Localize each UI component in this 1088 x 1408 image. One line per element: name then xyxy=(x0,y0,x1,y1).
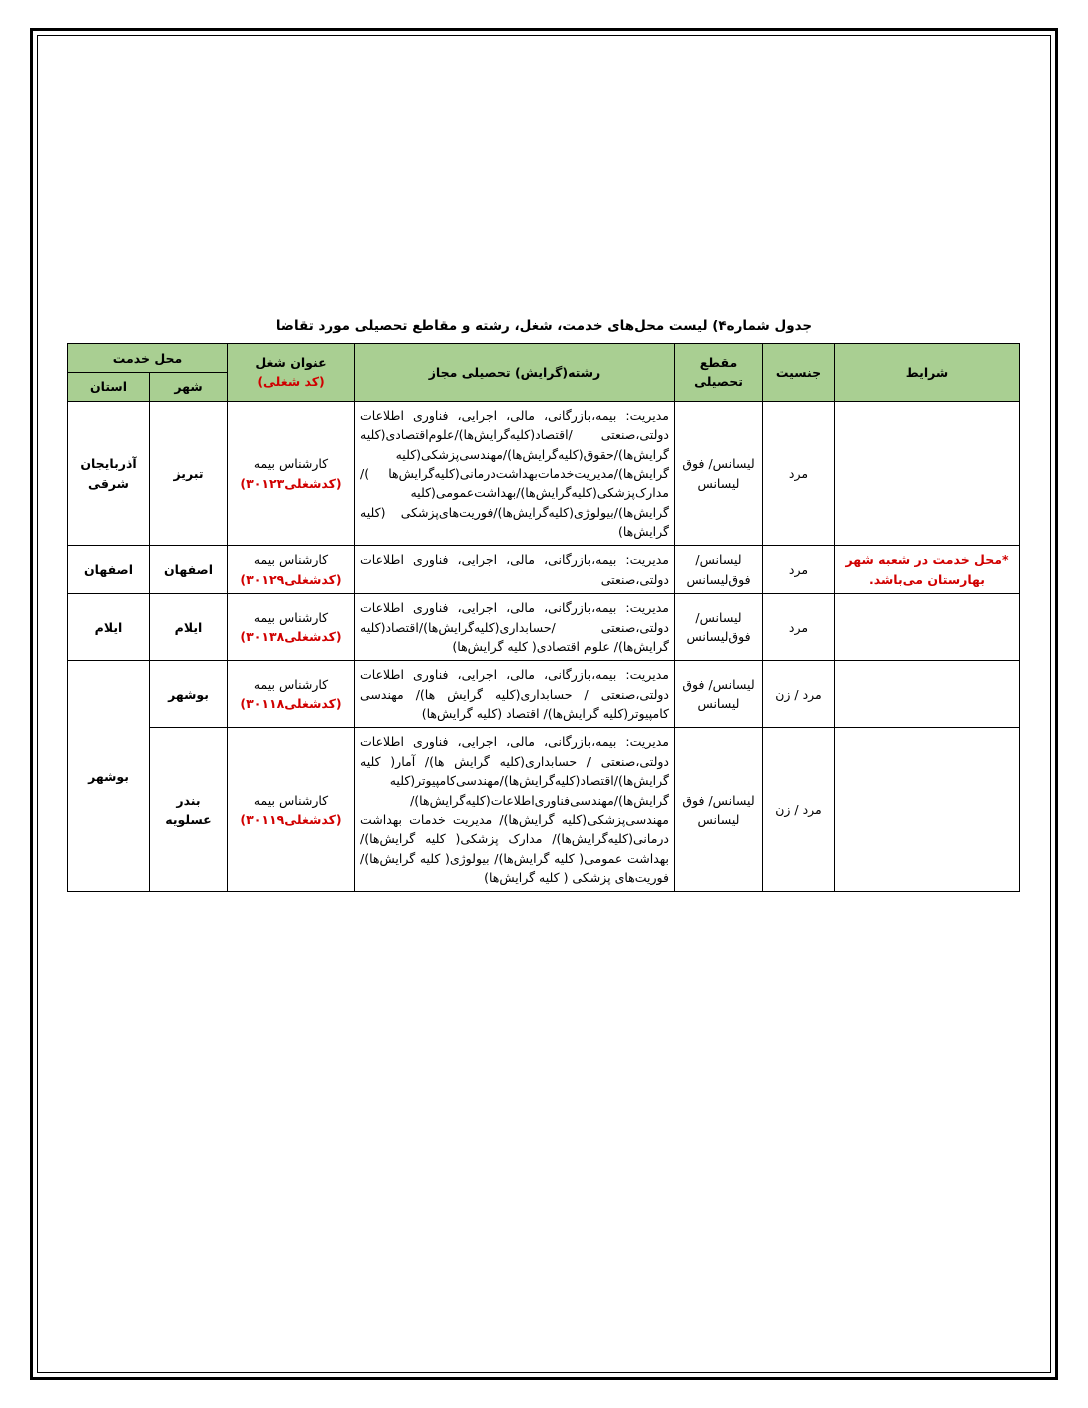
table-row xyxy=(68,728,1020,892)
table-row xyxy=(68,546,1020,594)
cell-conditions xyxy=(835,661,1020,728)
document-content xyxy=(68,318,1020,892)
header-job-title-main: عنوان شغل xyxy=(255,355,327,370)
header-field-of-study: رشته(گرایش) تحصیلی مجاز xyxy=(355,344,675,402)
table-header xyxy=(68,344,1020,402)
table-row xyxy=(68,594,1020,661)
cell-education-level: لیسانس/ فوق لیسانس xyxy=(675,661,763,728)
cell-job-title-text: کارشناس بیمه xyxy=(253,609,329,625)
cell-education-level: لیسانس/ فوق لیسانس xyxy=(675,401,763,546)
cell-job-title-text: کارشناس بیمه xyxy=(253,792,329,808)
cell-education-level: لیسانس/ فوق‌لیسانس xyxy=(675,594,763,661)
cell-gender: مرد xyxy=(763,546,835,594)
header-province: استان xyxy=(89,379,128,395)
header-conditions: شرایط xyxy=(835,344,1020,402)
cell-city: تبریز xyxy=(150,401,228,546)
cell-gender: مرد xyxy=(763,401,835,546)
cell-field-of-study: مدیریت: بیمه،بازرگانی، مالی، اجرایی، فناوری اطلاعات دولتی،صنعتی xyxy=(355,546,675,594)
header-service-location xyxy=(68,344,228,402)
cell-province: بوشهر xyxy=(68,661,150,892)
cell-province: آذربایجان شرقی xyxy=(68,401,150,546)
cell-job-title-text: کارشناس بیمه xyxy=(253,676,329,692)
header-service-location-subrow xyxy=(68,373,227,400)
cell-education-level: لیسانس/ فوق لیسانس xyxy=(675,728,763,892)
cell-education-level: لیسانس/ فوق‌لیسانس xyxy=(675,546,763,594)
cell-job-title xyxy=(228,401,355,546)
header-education-level: مقطع تحصیلی xyxy=(675,344,763,402)
table-header-row xyxy=(68,344,1020,402)
cell-conditions xyxy=(835,401,1020,546)
cell-job-code: (کدشغلی۳۰۱۱۸) xyxy=(240,696,342,712)
cell-job-code: (کدشغلی۳۰۱۲۹) xyxy=(240,571,342,587)
page-title: جدول شماره۴) لیست محل‌های خدمت، شغل، رشته و مقاطع تحصیلی مورد تقاضا xyxy=(275,318,813,334)
cell-gender: مرد xyxy=(763,594,835,661)
cell-conditions: *محل خدمت در شعبه شهر بهارستان می‌باشد. xyxy=(835,546,1020,594)
cell-city: بندر عسلویه xyxy=(150,728,228,892)
table-row xyxy=(68,661,1020,728)
cell-job-title-text: کارشناس بیمه xyxy=(253,456,329,472)
cell-job-code: (کدشغلی۳۰۱۲۳) xyxy=(240,475,342,491)
cell-job-title xyxy=(228,546,355,594)
cell-conditions xyxy=(835,728,1020,892)
cell-gender: مرد / زن xyxy=(763,728,835,892)
cell-field-of-study: مدیریت: بیمه،بازرگانی، مالی، اجرایی، فناوری اطلاعات دولتی،صنعتی /اقتصاد(کلیه‌گرایش‌ها)/علوم‌اقتصادی(کلیه گرایش‌ها)/حقوق(کلیه‌گرایش‌ها)/مهندسی‌پزشکی(کلیه گرایش‌ها)/مدیریت‌خدمات‌بهداشت‌درمانی(کلیه‌گرایش‌ها )/مدارک‌پزشکی(کلیه‌گرایش‌ها)/بهداشت‌عمومی(کلیه گرایش‌ها)/بیولوژی(کلیه‌گرایش‌ها)/فوریت‌های‌پزشکی (کلیه گرایش‌ها) xyxy=(355,401,675,546)
cell-field-of-study: مدیریت: بیمه،بازرگانی، مالی، اجرایی، فناوری اطلاعات دولتی،صنعتی / حسابداری(کلیه گرایش ها)/ آمار( کلیه گرایش‌ها)/اقتصاد(کلیه‌گرایش‌ها)/مهندسی‌کامپیوتر(کلیه گرایش‌ها)/مهندسی‌فناوری‌اطلاعات(کلیه‌گرایش‌ها)/ مهندسی‌پزشکی(کلیه گرایش‌ها)/ مدیریت خدمات بهداشت درمانی(کلیه‌گرایش‌ها)/ مدارک پزشکی( کلیه گرایش‌ها)/ بهداشت عمومی( کلیه گرایش‌ها)/ بیولوژی( کلیه گرایش‌ها)/فوریت‌های پزشکی ( کلیه گرایش‌ها) xyxy=(355,728,675,892)
cell-province: ایلام xyxy=(68,594,150,661)
header-gender: جنسیت xyxy=(763,344,835,402)
cell-job-title-text: کارشناس بیمه xyxy=(253,552,329,568)
cell-job-code: (کدشغلی۳۰۱۳۸) xyxy=(240,629,342,645)
cell-city: اصفهان xyxy=(150,546,228,594)
cell-job-title xyxy=(228,728,355,892)
table-body xyxy=(68,401,1020,892)
cell-conditions xyxy=(835,594,1020,661)
cell-field-of-study: مدیریت: بیمه،بازرگانی، مالی، اجرایی، فناوری اطلاعات دولتی،صنعتی / حسابداری(کلیه گرایش ها)/ مهندسی کامپیوتر(کلیه گرایش‌ها)/ اقتصاد (کلیه گرایش‌ها) xyxy=(355,661,675,728)
header-job-code: (کد شغلی) xyxy=(257,374,325,390)
cell-field-of-study: مدیریت: بیمه،بازرگانی، مالی، اجرایی، فناوری اطلاعات دولتی،صنعتی /حسابداری(کلیه‌گرایش‌ها)/اقتصاد(کلیه گرایش‌ها)/ علوم اقتصادی( کلیه گرایش‌ها) xyxy=(355,594,675,661)
cell-province: اصفهان xyxy=(68,546,150,594)
cell-city: ایلام xyxy=(150,594,228,661)
header-job-title xyxy=(228,344,355,402)
header-service-location-label: محل خدمت xyxy=(68,344,227,373)
cell-job-title xyxy=(228,594,355,661)
service-locations-table xyxy=(67,343,1020,892)
table-row xyxy=(68,401,1020,546)
header-city: شهر xyxy=(149,373,227,400)
cell-gender: مرد / زن xyxy=(763,661,835,728)
cell-job-title xyxy=(228,661,355,728)
cell-city: بوشهر xyxy=(150,661,228,728)
cell-job-code: (کدشغلی۳۰۱۱۹) xyxy=(240,811,342,827)
